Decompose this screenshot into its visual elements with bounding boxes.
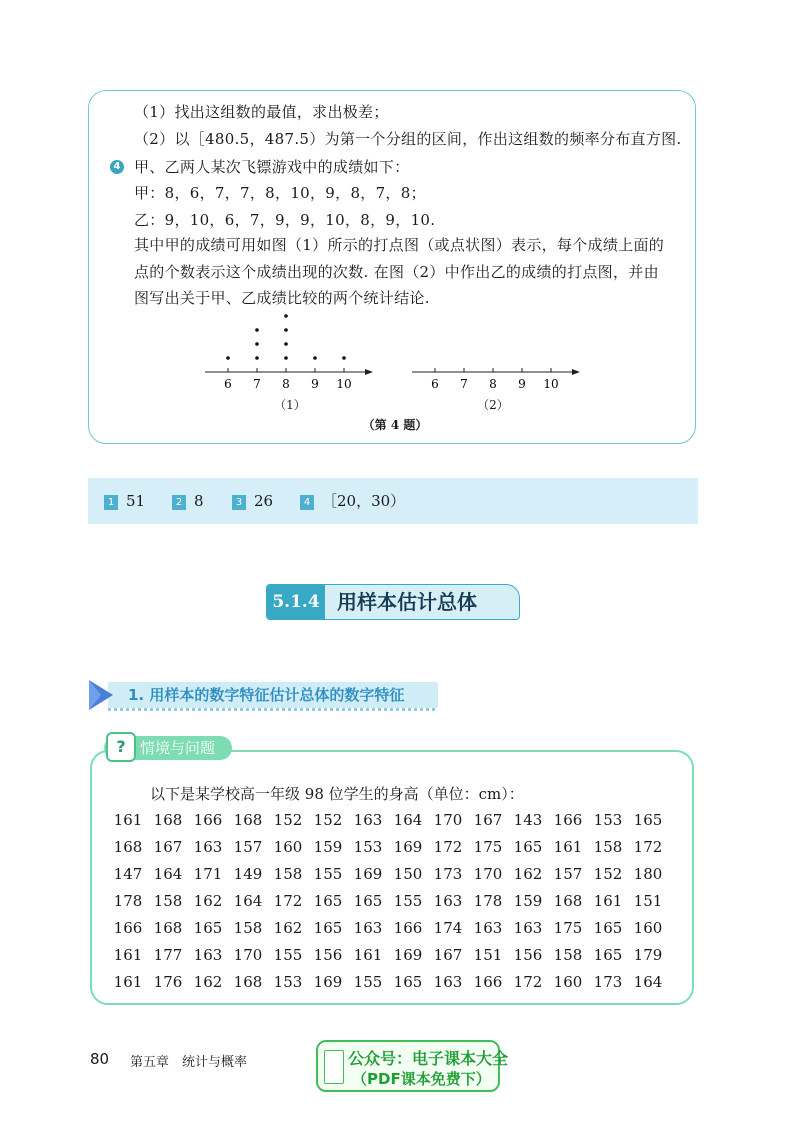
table-cell: 163 (473, 918, 503, 937)
table-cell: 160 (273, 837, 303, 856)
table-cell: 162 (193, 891, 223, 910)
table-cell: 159 (313, 837, 343, 856)
section-title: 用样本估计总体 (337, 590, 477, 614)
table-cell: 169 (353, 864, 383, 883)
table-cell: 157 (553, 864, 583, 883)
table-cell: 159 (513, 891, 543, 910)
table-cell: 170 (433, 810, 463, 829)
exercise-line-8: 图写出关于甲、乙成绩比较的两个统计结论. (134, 289, 430, 307)
table-cell: 143 (513, 810, 543, 829)
data-dot (284, 314, 288, 318)
height-data-table (108, 806, 668, 995)
exercise-line-2: （2）以［480.5，487.5）为第一个分组的区间，作出这组数的频率分布直方图. (134, 130, 682, 148)
page-number: 80 (90, 1050, 110, 1068)
answer-item (104, 492, 145, 510)
table-cell: 168 (113, 837, 143, 856)
subsection-title: 1. 用样本的数字特征估计总体的数字特征 (128, 686, 405, 704)
table-cell: 167 (433, 945, 463, 964)
table-cell: 165 (313, 891, 343, 910)
table-cell: 172 (273, 891, 303, 910)
answers-bar (88, 478, 698, 524)
data-dot (226, 356, 230, 360)
table-cell: 155 (353, 972, 383, 991)
table-cell: 161 (353, 945, 383, 964)
data-dot (255, 342, 259, 346)
answer-value: ［20，30） (322, 492, 406, 510)
table-cell: 175 (553, 918, 583, 937)
tick-label: 6 (431, 377, 439, 390)
table-cell: 150 (393, 864, 423, 883)
table-cell: 149 (233, 864, 263, 883)
table-cell: 152 (273, 810, 303, 829)
exercise-line-3: 甲、乙两人某次飞镖游戏中的成绩如下： (134, 158, 410, 176)
dot-plot-2 (412, 306, 582, 390)
watermark-line-1: 公众号：电子课本大全 (348, 1049, 509, 1068)
tick-label: 7 (460, 377, 468, 390)
tick-label: 6 (224, 377, 232, 390)
table-cell: 165 (513, 837, 543, 856)
table-cell: 167 (153, 837, 183, 856)
answer-value: 51 (126, 492, 146, 510)
table-cell: 156 (313, 945, 343, 964)
table-cell: 164 (393, 810, 423, 829)
table-cell: 157 (233, 837, 263, 856)
table-cell: 153 (593, 810, 623, 829)
table-cell: 170 (233, 945, 263, 964)
answer-value: 26 (254, 492, 274, 510)
dot-plot-2-caption: （2） (477, 398, 509, 412)
table-cell: 163 (353, 918, 383, 937)
dot-plot-1-caption: （1） (274, 398, 306, 412)
table-cell: 179 (633, 945, 663, 964)
table-cell: 170 (473, 864, 503, 883)
table-cell: 155 (313, 864, 343, 883)
tick-label: 7 (253, 377, 261, 390)
table-cell: 165 (353, 891, 383, 910)
table-cell: 165 (593, 945, 623, 964)
table-cell: 161 (113, 945, 143, 964)
data-dot (342, 356, 346, 360)
table-cell: 160 (553, 972, 583, 991)
table-cell: 151 (473, 945, 503, 964)
table-row (108, 806, 668, 833)
table-cell: 169 (393, 837, 423, 856)
table-cell: 173 (593, 972, 623, 991)
table-cell: 177 (153, 945, 183, 964)
scenario-intro: 以下是某学校高一年级 98 位学生的身高（单位：cm）： (150, 785, 524, 803)
exercise-line-1: （1）找出这组数的最值，求出极差； (134, 103, 389, 121)
watermark-line-2: （PDF课本免费下） (352, 1070, 491, 1088)
table-row (108, 833, 668, 860)
table-cell: 164 (233, 891, 263, 910)
table-cell: 178 (113, 891, 143, 910)
table-cell: 155 (393, 891, 423, 910)
scenario-label: 情境与问题 (140, 739, 216, 757)
table-cell: 152 (313, 810, 343, 829)
table-row (108, 914, 668, 941)
table-cell: 161 (113, 972, 143, 991)
table-cell: 162 (193, 972, 223, 991)
tick-label: 10 (543, 377, 559, 390)
table-cell: 165 (593, 918, 623, 937)
data-dot (313, 356, 317, 360)
answer-item (300, 492, 405, 510)
table-cell: 158 (593, 837, 623, 856)
table-cell: 166 (553, 810, 583, 829)
table-cell: 153 (353, 837, 383, 856)
table-cell: 174 (433, 918, 463, 937)
table-row (108, 887, 668, 914)
tick-label: 10 (336, 377, 352, 390)
table-cell: 166 (113, 918, 143, 937)
table-cell: 175 (473, 837, 503, 856)
table-cell: 161 (593, 891, 623, 910)
play-arrow-icon (87, 678, 117, 712)
table-cell: 151 (633, 891, 663, 910)
dot-plot-1 (205, 306, 375, 390)
table-cell: 156 (513, 945, 543, 964)
table-cell: 180 (633, 864, 663, 883)
table-cell: 165 (633, 810, 663, 829)
tick-label: 9 (311, 377, 319, 390)
table-cell: 158 (273, 864, 303, 883)
answer-item (232, 492, 273, 510)
table-cell: 172 (513, 972, 543, 991)
table-cell: 163 (433, 972, 463, 991)
table-cell: 155 (273, 945, 303, 964)
tick-label: 8 (282, 377, 290, 390)
table-cell: 160 (633, 918, 663, 937)
table-cell: 168 (233, 810, 263, 829)
table-cell: 173 (433, 864, 463, 883)
table-cell: 169 (313, 972, 343, 991)
table-cell: 163 (513, 918, 543, 937)
chapter-label: 第五章 统计与概率 (130, 1055, 248, 1070)
table-cell: 165 (313, 918, 343, 937)
answer-number: 1 (104, 495, 118, 510)
data-dot (255, 356, 259, 360)
table-cell: 165 (193, 918, 223, 937)
question-icon: ? (106, 732, 136, 762)
table-cell: 169 (393, 945, 423, 964)
section-number: 5.1.4 (267, 585, 325, 619)
table-cell: 168 (153, 810, 183, 829)
table-cell: 163 (433, 891, 463, 910)
data-dot (255, 328, 259, 332)
table-cell: 153 (273, 972, 303, 991)
answer-number: 2 (172, 495, 186, 510)
table-cell: 161 (553, 837, 583, 856)
exercise-line-6: 其中甲的成绩可用如图（1）所示的打点图（或点状图）表示，每个成绩上面的 (134, 236, 665, 254)
table-cell: 158 (553, 945, 583, 964)
table-cell: 166 (393, 918, 423, 937)
table-cell: 163 (193, 945, 223, 964)
table-cell: 168 (233, 972, 263, 991)
data-dot (284, 356, 288, 360)
table-cell: 166 (193, 810, 223, 829)
table-row (108, 968, 668, 995)
answer-number: 3 (232, 495, 246, 510)
answer-value: 8 (194, 492, 204, 510)
exercise-line-5: 乙：9，10，6，7，9，9，10，8，9，10. (134, 211, 436, 229)
subsection-dotted-rule (108, 708, 438, 711)
section-heading (266, 584, 520, 620)
table-cell: 172 (633, 837, 663, 856)
figure-caption: （第 4 题） (362, 418, 428, 432)
table-row (108, 860, 668, 887)
table-cell: 162 (273, 918, 303, 937)
problem-number-badge: 4 (110, 160, 124, 174)
book-icon (324, 1050, 344, 1084)
table-cell: 168 (553, 891, 583, 910)
answer-number: 4 (300, 495, 314, 510)
table-cell: 172 (433, 837, 463, 856)
table-cell: 165 (393, 972, 423, 991)
table-cell: 162 (513, 864, 543, 883)
axis-arrow (572, 369, 580, 375)
exercise-line-7: 点的个数表示这个成绩出现的次数. 在图（2）中作出乙的成绩的打点图，并由 (134, 263, 659, 281)
exercise-line-4: 甲：8，6，7，7，8，10，9，8，7，8； (134, 184, 426, 202)
axis-arrow (365, 369, 373, 375)
table-cell: 163 (353, 810, 383, 829)
subsection-bar (108, 682, 438, 708)
table-cell: 164 (153, 864, 183, 883)
tick-label: 9 (518, 377, 526, 390)
table-cell: 166 (473, 972, 503, 991)
scenario-tag (104, 736, 232, 760)
data-dot (284, 342, 288, 346)
table-cell: 178 (473, 891, 503, 910)
table-cell: 176 (153, 972, 183, 991)
answer-item (172, 492, 204, 510)
table-cell: 158 (233, 918, 263, 937)
table-cell: 164 (633, 972, 663, 991)
table-cell: 158 (153, 891, 183, 910)
table-cell: 168 (153, 918, 183, 937)
table-cell: 161 (113, 810, 143, 829)
data-dot (284, 328, 288, 332)
table-cell: 171 (193, 864, 223, 883)
tick-label: 8 (489, 377, 497, 390)
table-cell: 147 (113, 864, 143, 883)
table-cell: 167 (473, 810, 503, 829)
watermark-badge (316, 1040, 509, 1092)
table-row (108, 941, 668, 968)
table-cell: 152 (593, 864, 623, 883)
table-cell: 163 (193, 837, 223, 856)
